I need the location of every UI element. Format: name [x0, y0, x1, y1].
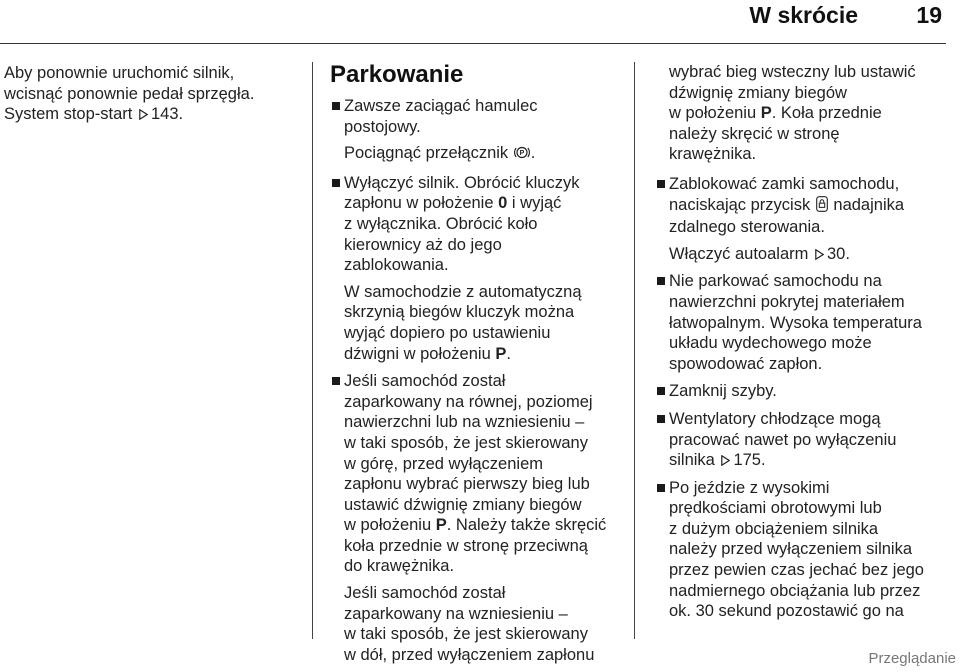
text-line — [4, 104, 294, 125]
bullet-square-icon — [657, 415, 665, 423]
lock-button-icon — [816, 196, 828, 218]
text-line: z wyłącznika. Obrócić koło — [344, 214, 538, 233]
key-position-label: 0 — [498, 194, 508, 213]
svg-text:P: P — [519, 150, 525, 158]
text-line: Jeśli samochód został — [344, 584, 506, 603]
text-line — [669, 450, 955, 471]
triangle-arrow-icon — [721, 455, 730, 466]
bullet-square-icon — [332, 102, 340, 110]
text-fragment: w położeniu — [669, 104, 757, 123]
bullet-square-icon — [657, 180, 665, 188]
text-line: Zablokować zamki samochodu, — [669, 174, 900, 193]
footer-watermark: Przeglądanie — [868, 650, 956, 667]
text-line: Nie parkować samochodu na — [669, 272, 882, 291]
text-fragment: Włączyć autoalarm — [669, 244, 809, 263]
text-line: nawierzchni lub na wzniesieniu – — [344, 413, 585, 432]
page-number: 19 — [916, 2, 942, 28]
text-line: Aby ponownie uruchomić silnik, — [4, 64, 235, 82]
text-line: spowodować zapłon. — [669, 354, 823, 373]
header-rule — [0, 43, 946, 44]
text-fragment: dźwigni w położeniu — [344, 344, 491, 363]
text-line: nawierzchni pokrytej materiałem — [669, 292, 905, 311]
text-line: koła przednie w stronę przeciwną — [344, 536, 588, 555]
bullet-square-icon — [657, 484, 665, 492]
text-line: należy skręcić w stronę — [669, 124, 840, 143]
text-line: z dużym obciążeniem silnika — [669, 519, 879, 538]
text-line: wyjąć dopiero po ustawieniu — [344, 323, 551, 342]
list-item — [655, 271, 955, 374]
text-line: wcisnąć ponownie pedał sprzęgła. — [4, 84, 255, 103]
text-line: zablokowania. — [344, 256, 449, 275]
list-item — [655, 478, 955, 622]
text-line: w dół, przed wyłączeniem zapłonu — [344, 645, 595, 664]
column-1 — [4, 63, 294, 125]
text-fragment: . Należy także skręcić — [446, 516, 607, 535]
text-fragment: w położeniu — [344, 516, 432, 535]
page-reference-link[interactable]: 143. — [150, 105, 184, 124]
text-line: prędkościami obrotowymi lub — [669, 499, 882, 518]
text-line: w taki sposób, że jest skierowany — [344, 433, 588, 452]
gear-position-label: P — [435, 516, 447, 535]
text-line: krawężnika. — [669, 145, 757, 164]
text-line: Wentylatory chłodzące mogą — [669, 409, 881, 428]
parking-brake-icon — [514, 145, 530, 166]
text-line: zaparkowany na wzniesieniu – — [344, 604, 568, 623]
text-line: układu wydechowego może — [669, 334, 872, 353]
list-item — [655, 409, 955, 471]
text-fragment: silnika — [669, 451, 715, 470]
text-line — [344, 143, 620, 166]
bullet-square-icon — [332, 377, 340, 385]
text-line — [669, 103, 955, 124]
text-fragment: nadajnika — [833, 195, 905, 214]
text-line: wybrać bieg wsteczny lub ustawić — [669, 63, 916, 81]
text-line: kierownicy aż do jego — [344, 235, 502, 254]
text-line: Jeśli samochód został — [344, 372, 506, 391]
text-line: do krawężnika. — [344, 557, 455, 576]
header-title: W skrócie — [749, 2, 858, 28]
column-3 — [655, 62, 955, 629]
text-line: Po jeździe z wysokimi — [669, 478, 830, 497]
text-line — [344, 515, 620, 536]
text-line: zaparkowany na równej, poziomej — [344, 392, 593, 411]
bullet-square-icon — [657, 277, 665, 285]
text-line — [669, 195, 955, 218]
column-2 — [330, 62, 620, 672]
text-line: Wyłączyć silnik. Obrócić kluczyk — [344, 173, 580, 192]
text-line — [344, 344, 620, 365]
text-fragment: . — [530, 144, 536, 163]
text-line: ok. 30 sekund pozostawić go na — [669, 602, 904, 621]
text-line: pracować nawet po wyłączeniu — [669, 430, 897, 449]
text-fragment: naciskając przycisk — [669, 195, 811, 214]
bullet-square-icon — [657, 387, 665, 395]
text-line: ustawić dźwignię zmiany biegów — [344, 495, 582, 514]
page-header — [0, 0, 960, 44]
list-item — [330, 371, 620, 665]
text-fragment: zapłonu w położenie — [344, 194, 494, 213]
text-line: zdalnego sterowania. — [669, 218, 825, 237]
text-fragment: . Koła przednie — [771, 104, 882, 123]
triangle-arrow-icon — [139, 109, 148, 120]
page-reference-link[interactable]: 30. — [826, 244, 850, 263]
text-line — [344, 193, 620, 214]
section-title: Parkowanie — [330, 61, 464, 88]
continued-paragraph — [655, 62, 955, 165]
text-line: łatwopalnym. Wysoka temperatura — [669, 313, 922, 332]
text-line: w górę, przed wyłączeniem — [344, 454, 543, 473]
bullet-square-icon — [332, 179, 340, 187]
column-divider-1 — [312, 62, 313, 639]
text-line: Zamknij szyby. — [669, 382, 777, 401]
text-line — [669, 244, 955, 265]
text-fragment: . — [506, 344, 511, 363]
list-item — [655, 174, 955, 264]
column-divider-2 — [634, 62, 635, 639]
text-line: zapłonu wybrać pierwszy bieg lub — [344, 475, 590, 494]
text-line: Zawsze zaciągać hamulec — [344, 97, 538, 115]
list-item — [655, 381, 955, 402]
text-line: należy przed wyłączeniem silnika — [669, 540, 913, 559]
triangle-arrow-icon — [815, 249, 824, 260]
gear-position-label: P — [495, 344, 507, 363]
text-line: skrzynią biegów kluczyk można — [344, 303, 575, 322]
text-line: w taki sposób, że jest skierowany — [344, 625, 588, 644]
text-line: dźwignię zmiany biegów — [669, 83, 847, 102]
text-line: postojowy. — [344, 117, 421, 136]
text-line: nadmiernego obciążania lub przez — [669, 581, 921, 600]
text-line: przez pewien czas jechać bez jego — [669, 561, 924, 580]
gear-position-label: P — [760, 104, 772, 123]
list-item — [330, 173, 620, 364]
page-reference-link[interactable]: 175. — [733, 451, 766, 470]
text-line: W samochodzie z automatyczną — [344, 282, 582, 301]
text-fragment: i wyjąć — [511, 194, 562, 213]
text-fragment: Pociągnąć przełącznik — [344, 144, 509, 163]
text-fragment: System stop-start — [4, 105, 133, 124]
list-item — [330, 96, 620, 166]
